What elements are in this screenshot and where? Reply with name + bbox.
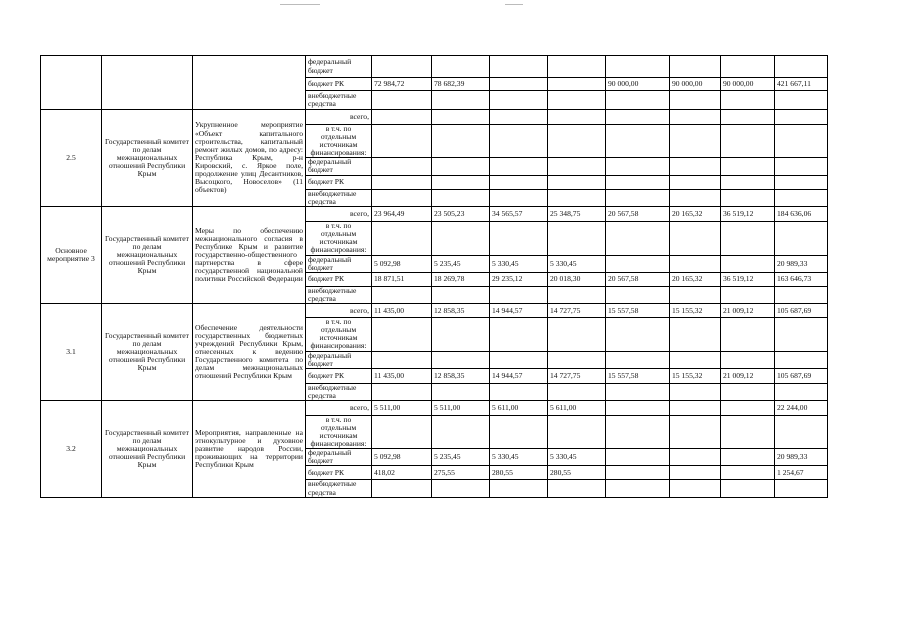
value-cell: [432, 175, 490, 189]
value-cell: 25 348,75: [548, 206, 606, 221]
value-cell: [372, 189, 432, 206]
value-cell: [432, 56, 490, 78]
value-cell: [775, 189, 828, 206]
value-cell: [372, 110, 432, 125]
value-cell: [775, 286, 828, 303]
value-cell: [721, 318, 775, 351]
value-cell: [490, 56, 548, 78]
value-cell: [490, 383, 548, 400]
source-label: федеральный бюджет: [306, 158, 372, 175]
source-label: бюджет РК: [306, 78, 372, 91]
value-cell: [548, 125, 606, 158]
value-cell: [670, 449, 721, 466]
source-label: федеральный бюджет: [306, 255, 372, 272]
source-label: в т.ч. по отдельным источникам финансирования:: [306, 415, 372, 448]
value-cell: [775, 110, 828, 125]
value-cell: 5 235,45: [432, 255, 490, 272]
value-cell: [670, 56, 721, 78]
value-cell: [775, 56, 828, 78]
value-cell: [372, 415, 432, 448]
value-cell: [606, 400, 670, 415]
value-cell: 20 989,33: [775, 255, 828, 272]
value-cell: [606, 221, 670, 255]
scan-artifact: [280, 4, 320, 5]
source-label: внебюджетные средства: [306, 480, 372, 497]
value-cell: [606, 91, 670, 110]
value-cell: 34 565,57: [490, 206, 548, 221]
value-cell: [372, 91, 432, 110]
value-cell: [432, 318, 490, 351]
value-cell: 21 009,12: [721, 304, 775, 318]
value-cell: [775, 351, 828, 368]
value-cell: [372, 158, 432, 175]
value-cell: [670, 286, 721, 303]
value-cell: 280,55: [548, 466, 606, 480]
organization: Государственный комитет по делам межнациональных отношений Республики Крым: [102, 110, 193, 207]
value-cell: [490, 158, 548, 175]
source-label: федеральный бюджет: [306, 351, 372, 368]
value-cell: 90 000,00: [606, 78, 670, 91]
value-cell: 5 235,45: [432, 449, 490, 466]
value-cell: [490, 110, 548, 125]
value-cell: [775, 158, 828, 175]
value-cell: [548, 383, 606, 400]
value-cell: 5 611,00: [548, 400, 606, 415]
value-cell: [490, 175, 548, 189]
value-cell: [775, 175, 828, 189]
value-cell: 18 269,78: [432, 272, 490, 286]
value-cell: [721, 415, 775, 448]
value-cell: 5 092,98: [372, 449, 432, 466]
desc-cell: [193, 56, 306, 110]
table-row: [41, 304, 828, 318]
value-cell: 20 165,32: [670, 206, 721, 221]
value-cell: [432, 221, 490, 255]
source-label: всего,: [306, 400, 372, 415]
value-cell: [372, 480, 432, 497]
value-cell: [548, 110, 606, 125]
value-cell: 18 871,51: [372, 272, 432, 286]
value-cell: [670, 221, 721, 255]
value-cell: 12 858,35: [432, 304, 490, 318]
value-cell: [490, 415, 548, 448]
table-row: [41, 110, 828, 125]
value-cell: [721, 480, 775, 497]
source-label: бюджет РК: [306, 368, 372, 383]
value-cell: 36 519,12: [721, 206, 775, 221]
value-cell: [606, 56, 670, 78]
value-cell: 11 435,00: [372, 368, 432, 383]
value-cell: 105 687,69: [775, 304, 828, 318]
value-cell: [721, 449, 775, 466]
value-cell: [432, 158, 490, 175]
organization: Государственный комитет по делам межнациональных отношений Республики Крым: [102, 400, 193, 497]
value-cell: [432, 125, 490, 158]
value-cell: [775, 91, 828, 110]
value-cell: [775, 318, 828, 351]
value-cell: 29 235,12: [490, 272, 548, 286]
value-cell: [775, 221, 828, 255]
value-cell: 1 254,67: [775, 466, 828, 480]
value-cell: [372, 221, 432, 255]
organization: Государственный комитет по делам межнациональных отношений Республики Крым: [102, 206, 193, 303]
value-cell: 105 687,69: [775, 368, 828, 383]
source-label: бюджет РК: [306, 466, 372, 480]
value-cell: [721, 400, 775, 415]
value-cell: [721, 189, 775, 206]
value-cell: [548, 351, 606, 368]
value-cell: 20 165,32: [670, 272, 721, 286]
value-cell: [775, 125, 828, 158]
source-label: бюджет РК: [306, 272, 372, 286]
source-label: всего,: [306, 206, 372, 221]
value-cell: [670, 415, 721, 448]
value-cell: [432, 286, 490, 303]
value-cell: [721, 125, 775, 158]
value-cell: [721, 158, 775, 175]
value-cell: [606, 255, 670, 272]
value-cell: [721, 91, 775, 110]
value-cell: 14 727,75: [548, 368, 606, 383]
value-cell: 5 511,00: [432, 400, 490, 415]
value-cell: [721, 286, 775, 303]
value-cell: [721, 175, 775, 189]
scan-artifact: [505, 4, 523, 5]
value-cell: [490, 125, 548, 158]
budget-table: [40, 55, 828, 498]
measure-description: Меры по обеспечению межнационального согласия в Республике Крым и развитие государственно-общественного партнерства в сфере государственной национальной политики Российской Федерации: [193, 206, 306, 303]
value-cell: [490, 480, 548, 497]
value-cell: [721, 221, 775, 255]
value-cell: [775, 383, 828, 400]
value-cell: [432, 351, 490, 368]
source-label: в т.ч. по отдельным источникам финансирования:: [306, 318, 372, 351]
value-cell: 14 944,57: [490, 304, 548, 318]
row-id: 3.1: [41, 304, 102, 401]
value-cell: [372, 175, 432, 189]
value-cell: [490, 189, 548, 206]
value-cell: [606, 449, 670, 466]
value-cell: 5 092,98: [372, 255, 432, 272]
value-cell: [670, 480, 721, 497]
value-cell: [775, 415, 828, 448]
value-cell: [606, 351, 670, 368]
value-cell: [548, 189, 606, 206]
value-cell: 15 155,32: [670, 304, 721, 318]
value-cell: [606, 125, 670, 158]
source-label: всего,: [306, 304, 372, 318]
value-cell: [548, 415, 606, 448]
value-cell: 12 858,35: [432, 368, 490, 383]
measure-description: Мероприятия, направленные на этнокультурное и духовное развитие народов России, проживающих на территории Республики Крым: [193, 400, 306, 497]
value-cell: [606, 110, 670, 125]
value-cell: [670, 400, 721, 415]
value-cell: [490, 78, 548, 91]
value-cell: [372, 125, 432, 158]
value-cell: [432, 91, 490, 110]
source-label: в т.ч. по отдельным источникам финансирования:: [306, 125, 372, 158]
value-cell: 15 557,58: [606, 368, 670, 383]
source-label: всего,: [306, 110, 372, 125]
value-cell: [721, 255, 775, 272]
value-cell: 184 636,06: [775, 206, 828, 221]
value-cell: [721, 383, 775, 400]
row-id: Основное мероприятие 3: [41, 206, 102, 303]
source-label: федеральный бюджет: [306, 449, 372, 466]
row-id: 2.5: [41, 110, 102, 207]
value-cell: [432, 415, 490, 448]
value-cell: [548, 480, 606, 497]
value-cell: [670, 125, 721, 158]
value-cell: 90 000,00: [721, 78, 775, 91]
source-label: внебюджетные средства: [306, 286, 372, 303]
value-cell: 5 511,00: [372, 400, 432, 415]
value-cell: [432, 383, 490, 400]
value-cell: 22 244,00: [775, 400, 828, 415]
value-cell: [372, 56, 432, 78]
value-cell: 23 964,49: [372, 206, 432, 221]
value-cell: [721, 110, 775, 125]
source-label: внебюджетные средства: [306, 91, 372, 110]
value-cell: 5 330,45: [490, 449, 548, 466]
value-cell: 15 557,58: [606, 304, 670, 318]
source-label: внебюджетные средства: [306, 383, 372, 400]
row-id: 3.2: [41, 400, 102, 497]
value-cell: 163 646,73: [775, 272, 828, 286]
value-cell: 15 155,32: [670, 368, 721, 383]
organization: Государственный комитет по делам межнациональных отношений Республики Крым: [102, 304, 193, 401]
table-row: [41, 400, 828, 415]
value-cell: 78 682,39: [432, 78, 490, 91]
value-cell: [670, 383, 721, 400]
value-cell: [670, 318, 721, 351]
value-cell: [670, 158, 721, 175]
value-cell: [606, 466, 670, 480]
value-cell: [721, 351, 775, 368]
value-cell: 20 989,33: [775, 449, 828, 466]
value-cell: [548, 221, 606, 255]
value-cell: [372, 351, 432, 368]
value-cell: [670, 255, 721, 272]
value-cell: [548, 91, 606, 110]
value-cell: [372, 286, 432, 303]
value-cell: [606, 158, 670, 175]
table-row: [41, 56, 828, 78]
value-cell: 5 330,45: [490, 255, 548, 272]
value-cell: [606, 415, 670, 448]
value-cell: 90 000,00: [670, 78, 721, 91]
value-cell: 5 330,45: [548, 449, 606, 466]
value-cell: [490, 286, 548, 303]
value-cell: [670, 175, 721, 189]
value-cell: [490, 91, 548, 110]
value-cell: [490, 351, 548, 368]
value-cell: [670, 189, 721, 206]
value-cell: [548, 158, 606, 175]
value-cell: [432, 110, 490, 125]
value-cell: [606, 480, 670, 497]
value-cell: [548, 286, 606, 303]
table-row: [41, 206, 828, 221]
value-cell: [548, 78, 606, 91]
value-cell: [775, 480, 828, 497]
value-cell: 5 611,00: [490, 400, 548, 415]
value-cell: 275,55: [432, 466, 490, 480]
table-body: [41, 56, 828, 498]
value-cell: [548, 56, 606, 78]
source-label: федеральный бюджет: [306, 56, 372, 78]
value-cell: 14 944,57: [490, 368, 548, 383]
source-label: внебюджетные средства: [306, 189, 372, 206]
value-cell: [670, 110, 721, 125]
value-cell: 72 984,72: [372, 78, 432, 91]
measure-description: Укрупненное мероприятие «Объект капитального строительства, капитальный ремонт жилых домов, по адресу: Республика Крым, р-н Кировский, с. Яркое поле, продолжение улиц Десантников, Высоцкого, Новоселов» (11 объектов): [193, 110, 306, 207]
value-cell: [372, 383, 432, 400]
value-cell: [548, 318, 606, 351]
value-cell: 21 009,12: [721, 368, 775, 383]
value-cell: [432, 480, 490, 497]
value-cell: [372, 318, 432, 351]
value-cell: [721, 56, 775, 78]
value-cell: [670, 466, 721, 480]
value-cell: [548, 175, 606, 189]
measure-description: Обеспечение деятельности государственных бюджетных учреждений Республики Крым, отнесенных к ведению Государственного комитета по делам межнациональных отношений Республики Крым: [193, 304, 306, 401]
value-cell: [490, 318, 548, 351]
value-cell: [606, 383, 670, 400]
value-cell: 5 330,45: [548, 255, 606, 272]
value-cell: [606, 175, 670, 189]
value-cell: [606, 286, 670, 303]
value-cell: [606, 318, 670, 351]
value-cell: 421 667,11: [775, 78, 828, 91]
source-label: бюджет РК: [306, 175, 372, 189]
value-cell: 23 505,23: [432, 206, 490, 221]
value-cell: [490, 221, 548, 255]
org-cell: [102, 56, 193, 110]
value-cell: 20 567,58: [606, 272, 670, 286]
value-cell: [606, 189, 670, 206]
value-cell: 11 435,00: [372, 304, 432, 318]
value-cell: [721, 466, 775, 480]
value-cell: 20 567,58: [606, 206, 670, 221]
value-cell: 14 727,75: [548, 304, 606, 318]
value-cell: [670, 91, 721, 110]
value-cell: [432, 189, 490, 206]
source-label: в т.ч. по отдельным источникам финансирования:: [306, 221, 372, 255]
value-cell: 36 519,12: [721, 272, 775, 286]
value-cell: 20 018,30: [548, 272, 606, 286]
id-cell: [41, 56, 102, 110]
value-cell: 280,55: [490, 466, 548, 480]
value-cell: 418,02: [372, 466, 432, 480]
value-cell: [670, 351, 721, 368]
